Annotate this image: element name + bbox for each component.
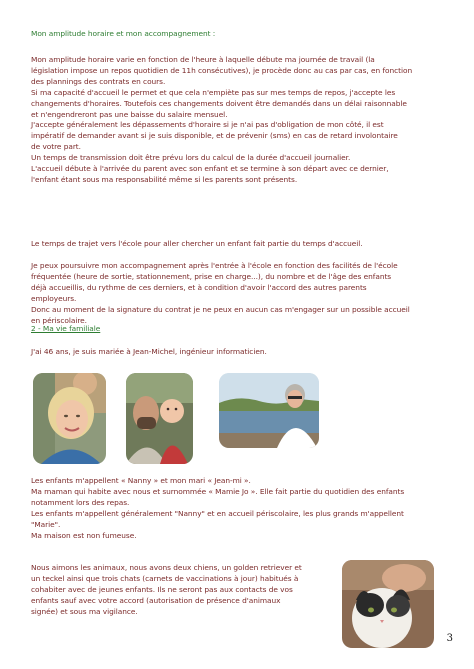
portrait-photo <box>33 373 106 464</box>
family-heading: 2 - Ma vie familiale <box>31 324 101 333</box>
schedule-heading: Mon amplitude horaire et mon accompagnement : <box>31 29 216 38</box>
trajet-paragraph: Le temps de trajet vers l'école pour aller chercher un enfant fait partie du temps d'accueil. <box>31 239 363 248</box>
family-paragraph: Les enfants m'appellent « Nanny » et mon mari « Jean-mi ». Ma maman qui habite avec nous et surnommée « Mamie Jo ». Elle fait partie du quotidien des enfants notamment lors des repas. Les enfants m'appellent généralement "Nanny" et en accueil périscolaire, les plus grands m'appellent "Marie". Ma maison est non fumeuse. <box>31 476 405 540</box>
cat-photo <box>342 560 434 648</box>
schedule-paragraph: Mon amplitude horaire varie en fonction de l'heure à laquelle débute ma journée de travail (la législation impose un repos quotidien de 11h consécutives), je procède donc au cas par cas, en fonction des plannings des contrats en cours. Si ma capacité d'accueil le permet et que cela n'empiète pas sur mes temps de repos, j'accepte les changements d'horaires. Toutefois ces changements doivent être demandés dans un délai raisonnable et n'engendreront pas une baisse du salaire mensuel. J'accepte généralement les dépassements d'horaire si je n'ai pas d'obligation de mon côté, il est impératif de demander avant si je suis disponible, et de prévenir (sms) en cas de retard involontaire de votre part. Un temps de transmission doit être prévu lors du calcul de la durée d'accueil journalier. L'accueil débute à l'arrivée du parent avec son enfant et se termine à son départ avec ce dernier, l'enfant étant sous ma responsabilité même si les parents sont présents. <box>31 55 413 184</box>
father-baby-photo <box>126 373 193 464</box>
lake-photo <box>219 373 319 448</box>
ecole-paragraph: Je peux poursuivre mon accompagnement après l'entrée à l'école en fonction des facilités de l'école fréquentée (heure de sortie, stationnement, prise en charge...), du nombre et de l'âge des enfants déjà accueillis, du rythme de ces derniers, et à condition d'avoir l'accord des autres parents employeurs. Donc au moment de la signature du contrat je ne peux en aucun cas m'engager sur un possible accueil en périscolaire. <box>31 261 410 325</box>
animals-paragraph: Nous aimons les animaux, nous avons deux chiens, un golden retriever et un teckel ainsi que trois chats (carnets de vaccinations à jour) habitués à cohabiter avec de jeunes enfants. Ils ne seront pas aux contacts de vos enfants sauf avec votre accord (autorisation de présence d'animaux signée) et sous ma vigilance. <box>31 563 302 616</box>
intro-paragraph: J'ai 46 ans, je suis mariée à Jean-Michel, ingénieur informaticien. <box>31 347 267 356</box>
page-number: 3 <box>446 633 453 644</box>
